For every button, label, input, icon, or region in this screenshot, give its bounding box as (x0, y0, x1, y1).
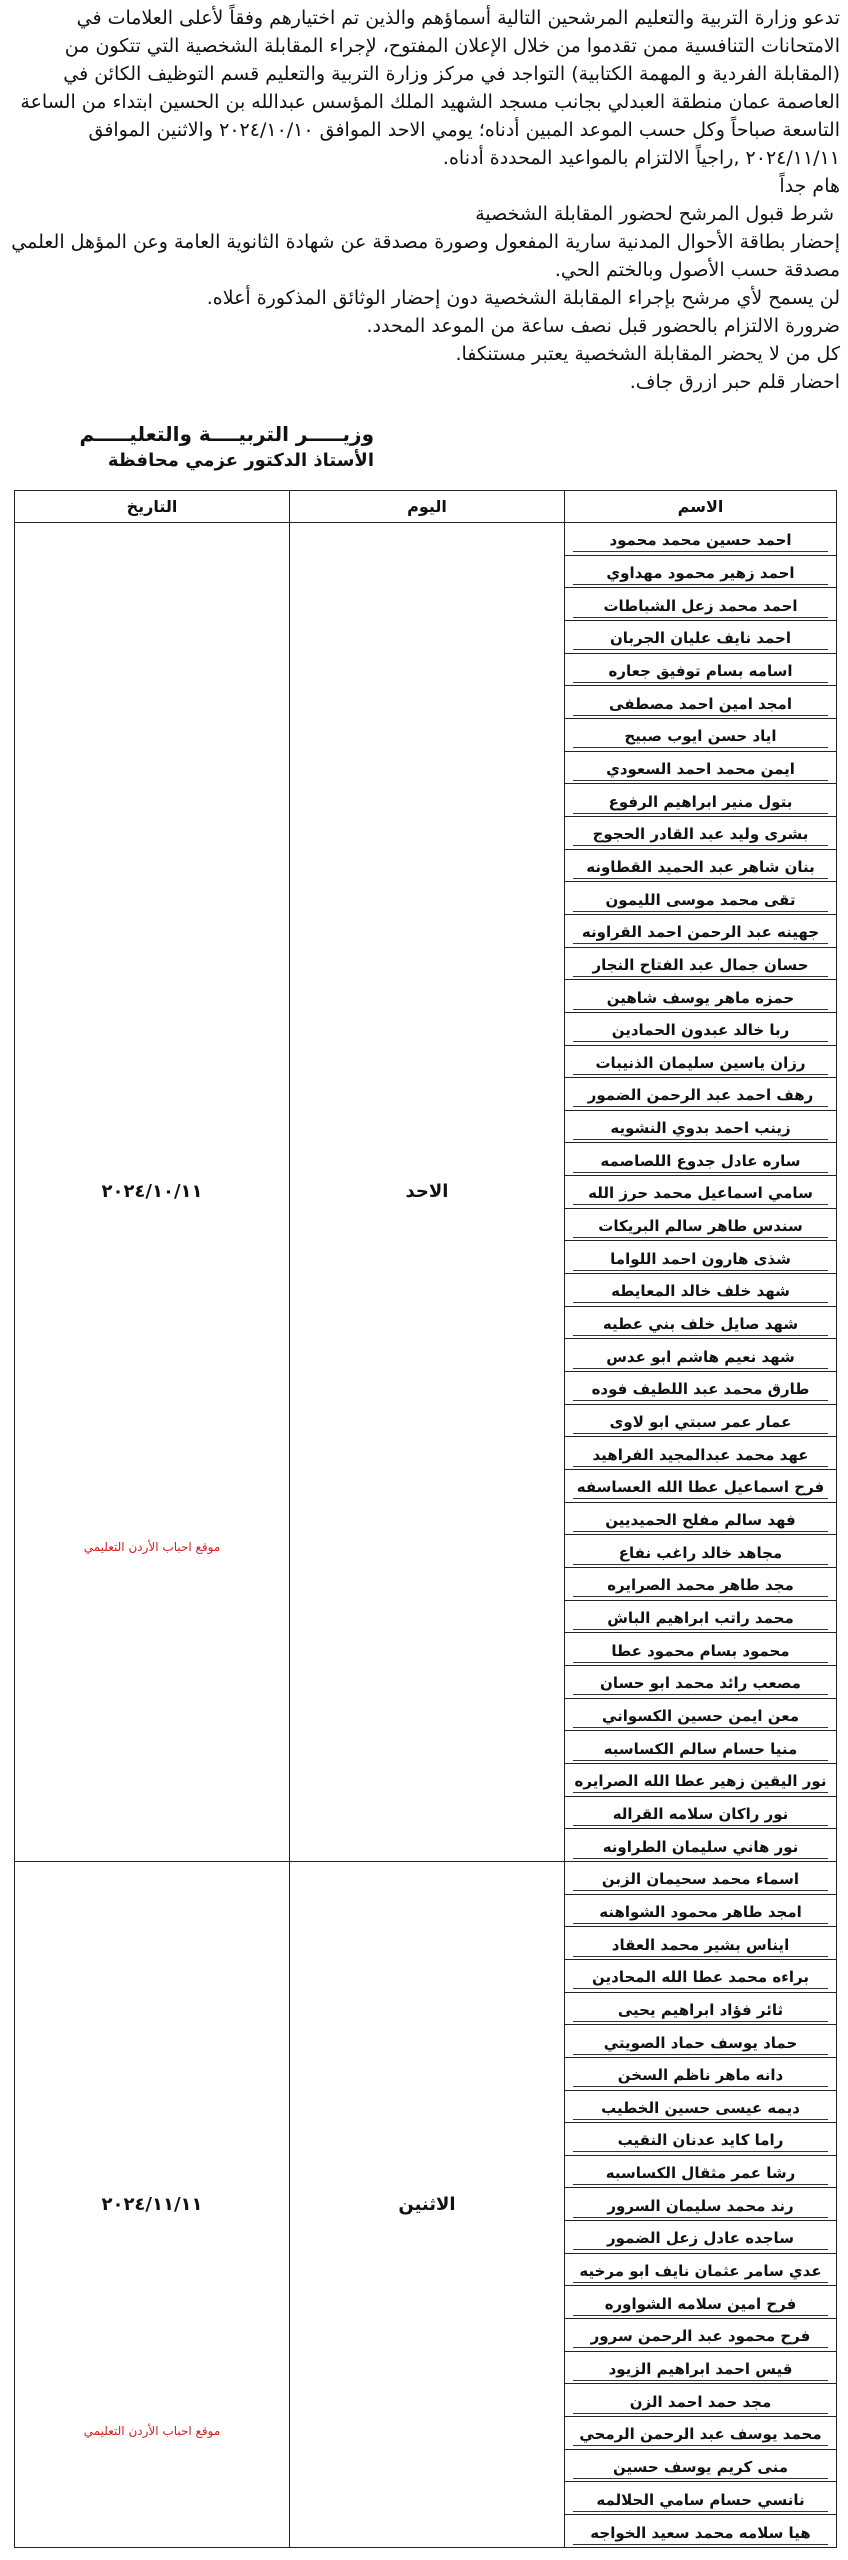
candidate-name: معن ايمن حسين الكسواني (573, 1701, 828, 1728)
candidate-name-cell (565, 1861, 837, 1894)
candidate-name-cell (565, 2090, 837, 2123)
candidate-name-cell (565, 1698, 837, 1731)
candidate-name: ساجده عادل زعل الضمور (573, 2223, 828, 2250)
candidate-name: هيا سلامه محمد سعيد الخواجه (573, 2518, 828, 2545)
candidate-name-cell (565, 2449, 837, 2482)
candidate-name-cell (565, 849, 837, 882)
candidate-name-cell (565, 1568, 837, 1601)
candidate-name-cell (565, 1274, 837, 1307)
requirement-absence: كل من لا يحضر المقابلة الشخصية يعتبر مستنكفا. (455, 343, 840, 365)
candidate-name: اسامه بسام توفيق جعاره (573, 656, 828, 683)
candidate-name-cell (565, 2188, 837, 2221)
header-date: التاريخ (15, 491, 290, 523)
candidate-name-cell (565, 2253, 837, 2286)
table-row (15, 523, 837, 556)
candidate-name-cell (565, 914, 837, 947)
candidate-name-cell (565, 2286, 837, 2319)
candidate-name: ساره عادل جدوع اللصاصمه (573, 1146, 828, 1173)
candidate-name-cell (565, 1992, 837, 2025)
interview-date-cell (15, 523, 290, 1862)
candidate-name: بتول منير ابراهيم الرفوع (573, 787, 828, 814)
minister-title: وزيـــــر التربيــــة والتعليـــــم (79, 422, 374, 446)
minister-name: الأستاذ الدكتور عزمي محافظة (107, 450, 374, 471)
candidate-name-cell (565, 1110, 837, 1143)
candidate-name: براءه محمد عطا الله المحادين (573, 1962, 828, 1989)
announcement-text (8, 4, 840, 396)
candidate-name: قيس احمد ابراهيم الزيود (573, 2354, 828, 2381)
candidate-name: منى كريم يوسف حسين (573, 2452, 828, 2479)
candidate-name-cell (565, 2123, 837, 2156)
table-header-row (15, 491, 837, 523)
candidate-name-cell (565, 588, 837, 621)
candidate-name-cell (565, 1927, 837, 1960)
candidate-name: رشا عمر مثقال الكساسبه (573, 2158, 828, 2185)
table-row (15, 1861, 837, 1894)
candidate-name: طارق محمد عبد اللطيف فوده (573, 1374, 828, 1401)
candidate-name-cell (565, 686, 837, 719)
candidate-name-cell (565, 555, 837, 588)
candidate-name: عهد محمد عبدالمجيد الفراهيد (573, 1440, 828, 1467)
candidate-name-cell (565, 1470, 837, 1503)
important-note: هام جداً (779, 175, 840, 197)
candidate-name-cell (565, 1143, 837, 1176)
interview-date: ٢٠٢٤/١٠/١١ (101, 1181, 203, 1203)
candidate-name-cell (565, 1078, 837, 1111)
candidate-name: امجد امين احمد مصطفى (573, 689, 828, 716)
candidate-name-cell (565, 1633, 837, 1666)
candidate-name-cell (565, 1502, 837, 1535)
table-body (15, 523, 837, 2548)
candidate-name: فرح محمود عبد الرحمن سرور (573, 2321, 828, 2348)
candidate-name: دانه ماهر ناظم السخن (573, 2060, 828, 2087)
candidate-name: محمد راتب ابراهيم الباش (573, 1603, 828, 1630)
interview-day: الاثنين (290, 1861, 565, 2547)
candidate-name: حسان جمال عبد الفتاح النجار (573, 950, 828, 977)
candidate-name-cell (565, 1600, 837, 1633)
candidate-name: حمزه ماهر يوسف شاهين (573, 983, 828, 1010)
signature-block (14, 420, 374, 474)
candidate-name: مجاهد خالد راغب نفاع (573, 1538, 828, 1565)
candidate-name-cell (565, 1208, 837, 1241)
requirement-documents: إحضار بطاقة الأحوال المدنية سارية المفعول وصورة مصدقة عن شهادة الثانوية العامة وعن المؤهل العلمي مصدقة حسب الأصول وبالختم الحي. (11, 231, 840, 281)
candidate-name-cell (565, 523, 837, 556)
candidate-name-cell (565, 718, 837, 751)
candidate-name-cell (565, 1241, 837, 1274)
candidate-name: بشرى وليد عبد القادر الحجوج (573, 819, 828, 846)
candidate-name: احمد زهير محمود مهداوي (573, 558, 828, 585)
candidate-name: شهد نعيم هاشم ابو عدس (573, 1342, 828, 1369)
header-name: الاسم (565, 491, 837, 523)
candidate-name: ديمه عيسى حسين الخطيب (573, 2093, 828, 2120)
candidate-name-cell (565, 1535, 837, 1568)
candidate-name-cell (565, 1763, 837, 1796)
candidate-name: مصعب رائد محمد ابو حسان (573, 1668, 828, 1695)
candidate-name: نور هاني سليمان الطراونه (573, 1832, 828, 1859)
site-watermark: موقع احباب الأردن التعليمي (83, 2423, 221, 2438)
candidate-name: نانسي حسام سامي الحلالمه (573, 2485, 828, 2512)
candidate-name: بنان شاهر عبد الحميد القطاونه (573, 852, 828, 879)
candidate-name-cell (565, 2025, 837, 2058)
candidate-name-cell (565, 2221, 837, 2254)
candidate-name-cell (565, 1894, 837, 1927)
candidate-name-cell (565, 2057, 837, 2090)
candidate-name-cell (565, 1012, 837, 1045)
candidate-name: عمار عمر سبتي ابو لاوى (573, 1407, 828, 1434)
candidate-name: رزان ياسين سليمان الذنيبات (573, 1048, 828, 1075)
candidate-name: سامي اسماعيل محمد حرز الله (573, 1178, 828, 1205)
candidate-name: احمد محمد زعل الشباطات (573, 591, 828, 618)
interview-date-cell (15, 1861, 290, 2547)
candidate-name-cell (565, 1045, 837, 1078)
candidate-name: عدي سامر عثمان نايف ابو مرخيه (573, 2256, 828, 2283)
interview-date: ٢٠٢٤/١١/١١ (101, 2193, 203, 2215)
candidate-name-cell (565, 980, 837, 1013)
candidate-name-cell (565, 1404, 837, 1437)
candidate-name: مجد طاهر محمد الصرايره (573, 1570, 828, 1597)
candidate-name-cell (565, 947, 837, 980)
candidate-name-cell (565, 1796, 837, 1829)
interview-day: الاحد (290, 523, 565, 1862)
candidate-name-cell (565, 2351, 837, 2384)
site-watermark: موقع احباب الأردن التعليمي (83, 1539, 221, 1554)
candidate-name: احمد حسين محمد محمود (573, 525, 828, 552)
candidate-name: فرح امين سلامه الشواوره (573, 2289, 828, 2316)
candidate-name-cell (565, 653, 837, 686)
candidate-name: رهف احمد عبد الرحمن الضمور (573, 1080, 828, 1107)
candidate-name: فهد سالم مفلح الحميديين (573, 1505, 828, 1532)
candidate-name-cell (565, 2482, 837, 2515)
candidate-name-cell (565, 1339, 837, 1372)
candidate-name: ايناس بشير محمد العقاد (573, 1930, 828, 1957)
candidate-name: محمود بسام محمود عطا (573, 1636, 828, 1663)
candidate-name: احمد نايف عليان الجربان (573, 623, 828, 650)
candidate-name-cell (565, 816, 837, 849)
candidate-name-cell (565, 2384, 837, 2417)
requirement-heading: شرط قبول المرشح لحضور المقابلة الشخصية (475, 203, 834, 225)
requirement-no-entry: لن يسمح لأي مرشح بإجراء المقابلة الشخصية دون إحضار الوثائق المذكورة أعلاه. (206, 287, 840, 309)
candidate-name: جهينه عبد الرحمن احمد القراونه (573, 917, 828, 944)
candidate-name-cell (565, 751, 837, 784)
candidate-name-cell (565, 784, 837, 817)
candidate-name: نور اليقين زهير عطا الله الصرايره (573, 1766, 828, 1793)
candidate-name: اياد حسن ايوب صبيح (573, 721, 828, 748)
candidate-name-cell (565, 1731, 837, 1764)
candidate-name: ثائر فؤاد ابراهيم يحيى (573, 1995, 828, 2022)
candidate-name: زينب احمد بدوي النشويه (573, 1113, 828, 1140)
candidate-name-cell (565, 1306, 837, 1339)
candidate-name: امجد طاهر محمود الشواهنه (573, 1897, 828, 1924)
candidate-name: ايمن محمد احمد السعودي (573, 754, 828, 781)
intro-paragraph: تدعو وزارة التربية والتعليم المرشحين التالية أسماؤهم والذين تم اختيارهم وفقاً لأعلى العلامات في الامتحانات التنافسية ممن تقدموا من خلال الإعلان المفتوح، لإجراء المقابلة الشخصية التي تتكون من (المقابلة الفردية و المهمة الكتابية) التواجد في مركز وزارة التربية والتعليم قسم التوظيف الكائن في العاصمة عمان منطقة العبدلي بجانب مسجد الشهيد الملك المؤسس عبدالله بن الحسين ابتداء من الساعة التاسعة صباحاً وكل حسب الموعد المبين أدناه؛ يومي الاحد الموافق ٢٠٢٤/١٠/١٠ والاثنين الموافق ٢٠٢٤/١١/١١ ,راجياً الالتزام بالمواعيد المحددة أدناه. (20, 7, 840, 169)
candidate-name-cell (565, 1372, 837, 1405)
candidate-name-cell (565, 1665, 837, 1698)
candidate-name: سندس طاهر سالم البريكات (573, 1211, 828, 1238)
candidate-name-cell (565, 882, 837, 915)
candidates-table (14, 490, 837, 2548)
candidate-name: شهد خلف خالد المعايطه (573, 1276, 828, 1303)
candidate-name: شذى هارون احمد اللواما (573, 1244, 828, 1271)
candidate-name: اسماء محمد سحيمان الزبن (573, 1864, 828, 1891)
candidate-name-cell (565, 1829, 837, 1862)
candidate-name-cell (565, 2155, 837, 2188)
candidate-name-cell (565, 2417, 837, 2450)
requirement-punctuality: ضرورة الالتزام بالحضور قبل نصف ساعة من الموعد المحدد. (366, 315, 840, 337)
candidate-name: مجد حمد احمد الزن (573, 2387, 828, 2414)
candidate-name-cell (565, 2515, 837, 2548)
header-day: اليوم (290, 491, 565, 523)
candidate-name: ربا خالد عبدون الحمادين (573, 1015, 828, 1042)
candidate-name: حماد يوسف حماد الصويتي (573, 2028, 828, 2055)
candidate-name-cell (565, 1176, 837, 1209)
candidate-name: نور راكان سلامه القراله (573, 1799, 828, 1826)
candidate-name-cell (565, 1437, 837, 1470)
candidate-name-cell (565, 1959, 837, 1992)
candidate-name: تقى محمد موسى الليمون (573, 885, 828, 912)
candidate-name: راما كايد عدنان النقيب (573, 2125, 828, 2152)
requirement-pen: احضار قلم حبر ازرق جاف. (629, 371, 840, 393)
candidate-name: فرح اسماعيل عطا الله العساسفه (573, 1472, 828, 1499)
candidate-name: محمد يوسف عبد الرحمن الرمحي (573, 2419, 828, 2446)
candidate-name: منيا حسام سالم الكساسبه (573, 1734, 828, 1761)
candidate-name: شهد صايل خلف بني عطيه (573, 1309, 828, 1336)
candidate-name: رند محمد سليمان السرور (573, 2191, 828, 2218)
candidate-name-cell (565, 620, 837, 653)
candidate-name-cell (565, 2319, 837, 2352)
